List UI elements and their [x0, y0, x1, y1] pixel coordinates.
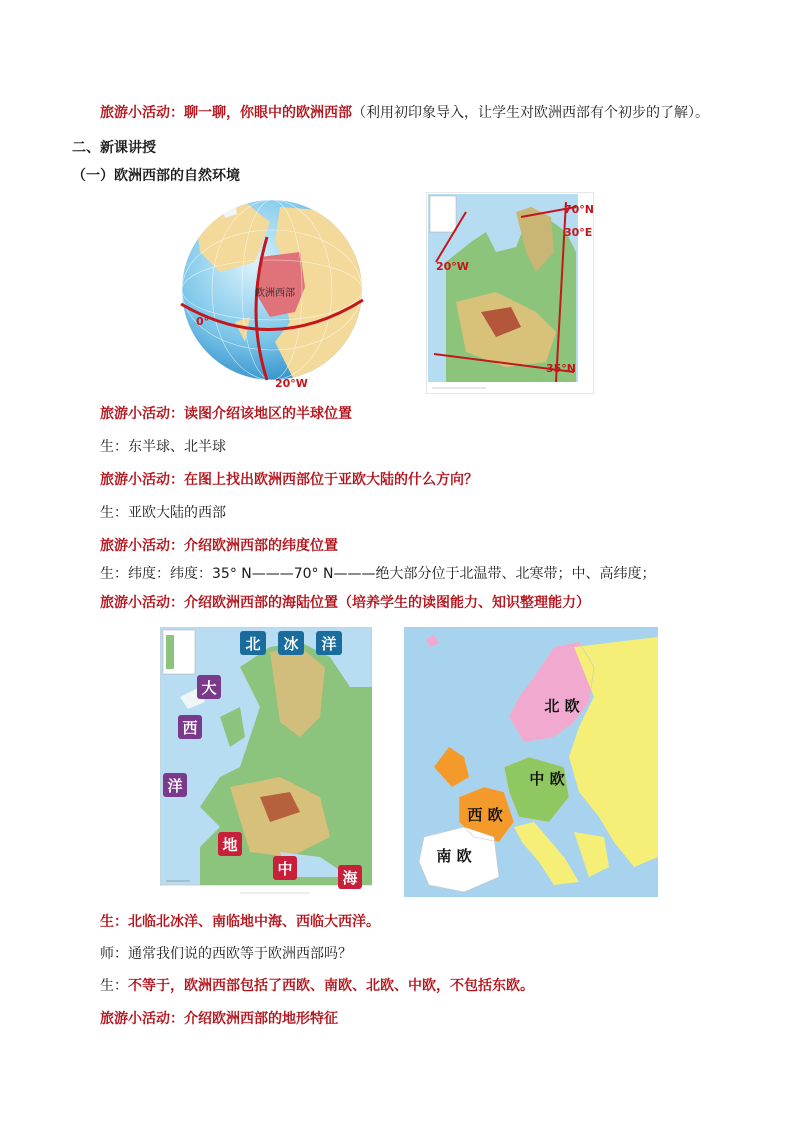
europe-region-map [404, 627, 658, 897]
europe-relief-map [426, 192, 594, 394]
globe-equator-label: 0° [196, 315, 210, 328]
intro-paragraph [100, 103, 709, 123]
globe-figure [175, 192, 370, 392]
answer-prefix: 生： [100, 978, 128, 994]
answer-text: 不等于，欧洲西部包括了西欧、南欧、北欧、中欧，不包括东欧。 [128, 978, 534, 994]
label-20w: 20°W [436, 260, 469, 273]
activity-hemisphere: 旅游小活动：读图介绍该地区的半球位置 [100, 406, 352, 422]
activity-prompt: 聊一聊，你眼中的欧洲西部 [184, 105, 352, 121]
activity-latitude: 旅游小活动：介绍欧洲西部的纬度位置 [100, 538, 338, 554]
label-yang-arctic: 洋 [321, 635, 337, 653]
label-30e: 30°E [564, 226, 593, 239]
activity-note: （利用初印象导入，让学生对欧洲西部有个初步的了解）。 [352, 105, 709, 121]
activity-label: 旅游小活动： [100, 105, 184, 121]
label-south-europe: 南 欧 [436, 847, 472, 865]
teacher-question: 师：通常我们说的西欧等于欧洲西部吗？ [100, 946, 352, 962]
activity-sea-land: 旅游小活动：介绍欧洲西部的海陆位置（培养学生的读图能力、知识整理能力） [100, 595, 590, 611]
label-zhong: 中 [277, 860, 293, 878]
label-yang-atlantic: 洋 [167, 777, 183, 795]
section-heading: 二、新课讲授 [72, 140, 156, 156]
label-xi: 西 [182, 719, 198, 737]
answer-hemisphere: 生：东半球、北半球 [100, 439, 226, 455]
label-central-europe: 中 欧 [529, 770, 565, 788]
answer-direction: 生：亚欧大陆的西部 [100, 505, 226, 521]
globe-meridian-label: 20°W [275, 377, 308, 390]
europe-ocean-map [160, 627, 372, 897]
label-west-europe: 西 欧 [467, 806, 503, 824]
globe-region-label: 欧洲西部 [255, 288, 295, 299]
label-70n: 70°N [564, 203, 594, 216]
answer-latitude: 生：纬度：纬度：35° N———70° N———绝大部分位于北温带、北寒带；中、高纬度； [100, 566, 656, 582]
activity-terrain: 旅游小活动：介绍欧洲西部的地形特征 [100, 1011, 338, 1027]
label-bing: 冰 [283, 635, 299, 653]
label-north-europe: 北 欧 [544, 697, 580, 715]
activity-direction: 旅游小活动：在图上找出欧洲西部位于亚欧大陆的什么方向？ [100, 472, 478, 488]
answer-west-europe [100, 976, 534, 996]
label-di: 地 [222, 836, 238, 854]
label-da: 大 [201, 679, 217, 697]
label-bei: 北 [245, 635, 261, 653]
answer-sea-land: 生：北临北冰洋、南临地中海、西临大西洋。 [100, 914, 380, 930]
subsection-heading: （一）欧洲西部的自然环境 [72, 168, 240, 184]
label-hai: 海 [342, 869, 358, 887]
label-35n: 35°N [546, 362, 577, 375]
